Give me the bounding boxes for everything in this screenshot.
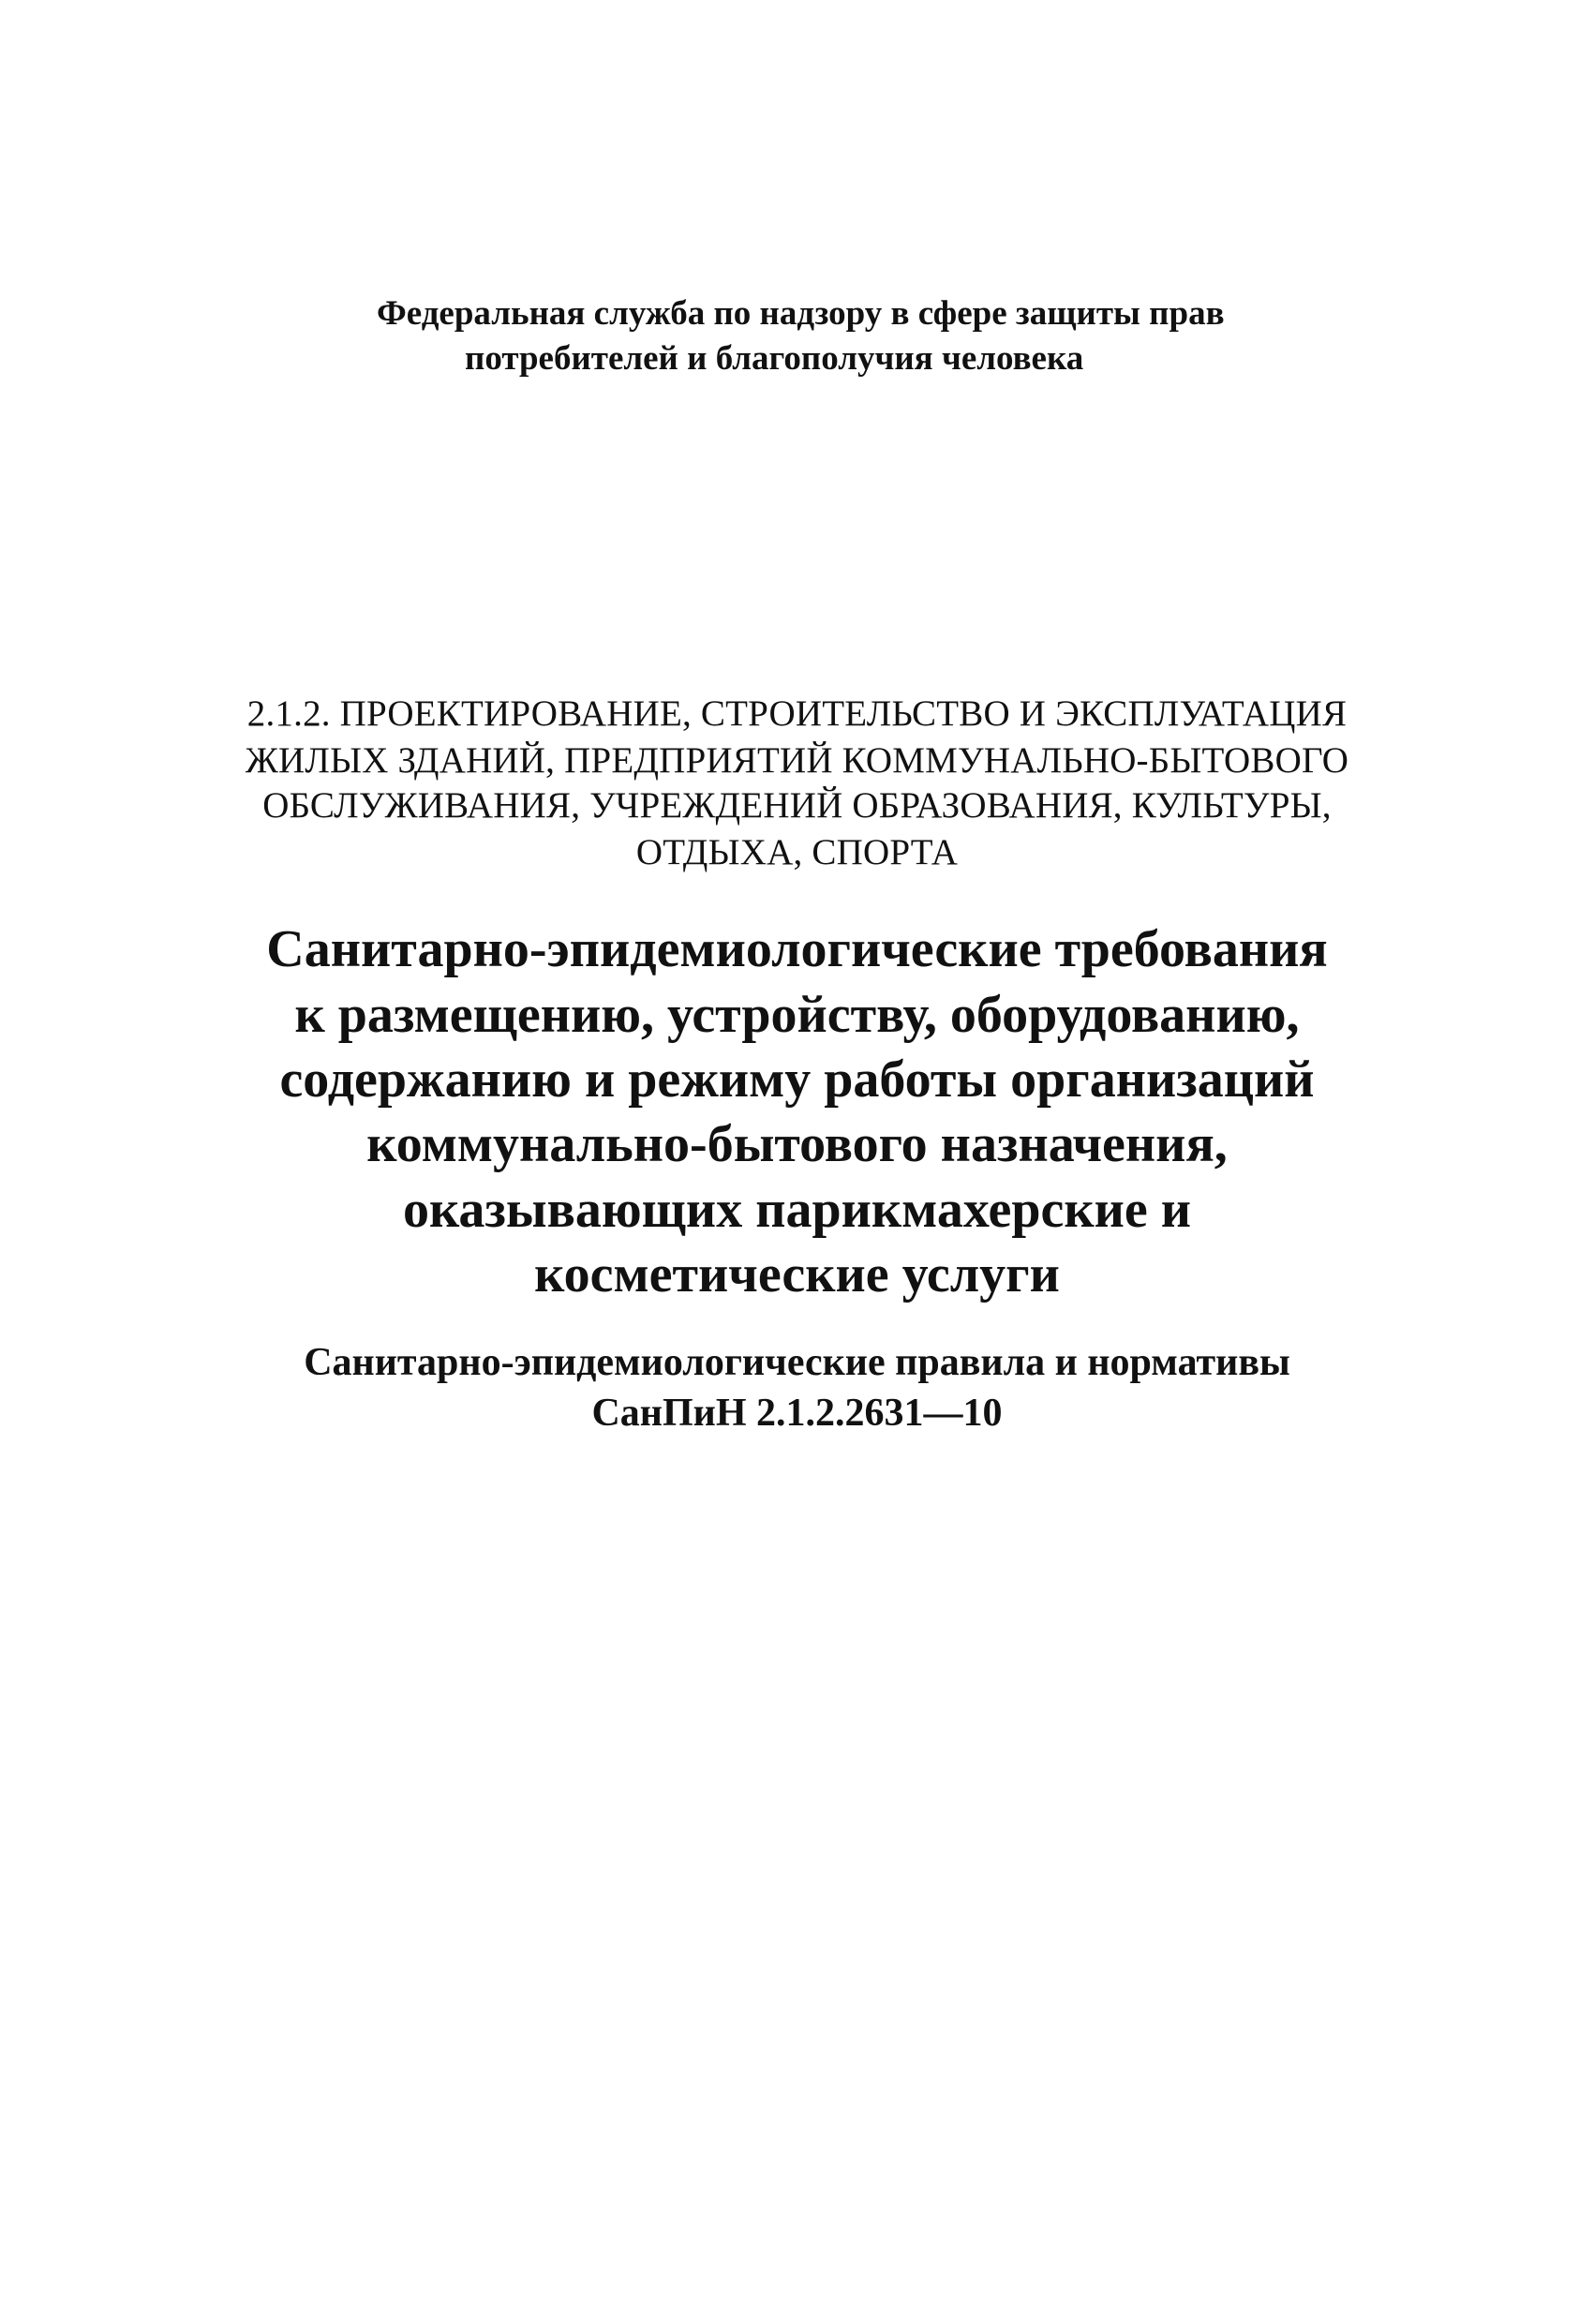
document-title-line-1: Санитарно-эпидемиологические требования <box>266 920 1328 978</box>
document-title-line-4: коммунально-бытового назначения, <box>366 1115 1228 1173</box>
document-title-line-6: косметические услуги <box>534 1245 1060 1304</box>
agency-name-line-1: Федеральная служба по надзору в сфере защиты прав <box>377 294 1225 333</box>
document-title-line-5: оказывающих парикмахерские и <box>402 1181 1192 1239</box>
section-heading-line-4: ОТДЫХА, СПОРТА <box>635 832 959 872</box>
rules-code: СанПиН 2.1.2.2631—10 <box>591 1392 1003 1435</box>
rules-label: Санитарно-эпидемиологические правила и нормативы <box>304 1341 1290 1384</box>
section-heading-line-3: ОБСЛУЖИВАНИЯ, УЧРЕЖДЕНИЙ ОБРАЗОВАНИЯ, КУЛЬТУРЫ, <box>262 785 1332 826</box>
document-title-line-2: к размещению, устройству, оборудованию, <box>294 986 1300 1044</box>
section-heading-line-2: ЖИЛЫХ ЗДАНИЙ, ПРЕДПРИЯТИЙ КОММУНАЛЬНО-БЫТОВОГО <box>245 740 1349 781</box>
document-title-line-3: содержанию и режиму работы организаций <box>279 1050 1315 1109</box>
section-heading-line-1: 2.1.2. ПРОЕКТИРОВАНИЕ, СТРОИТЕЛЬСТВО И ЭКСПЛУАТАЦИЯ <box>246 693 1348 734</box>
agency-name-line-2: потребителей и благополучия человека <box>465 339 1084 378</box>
